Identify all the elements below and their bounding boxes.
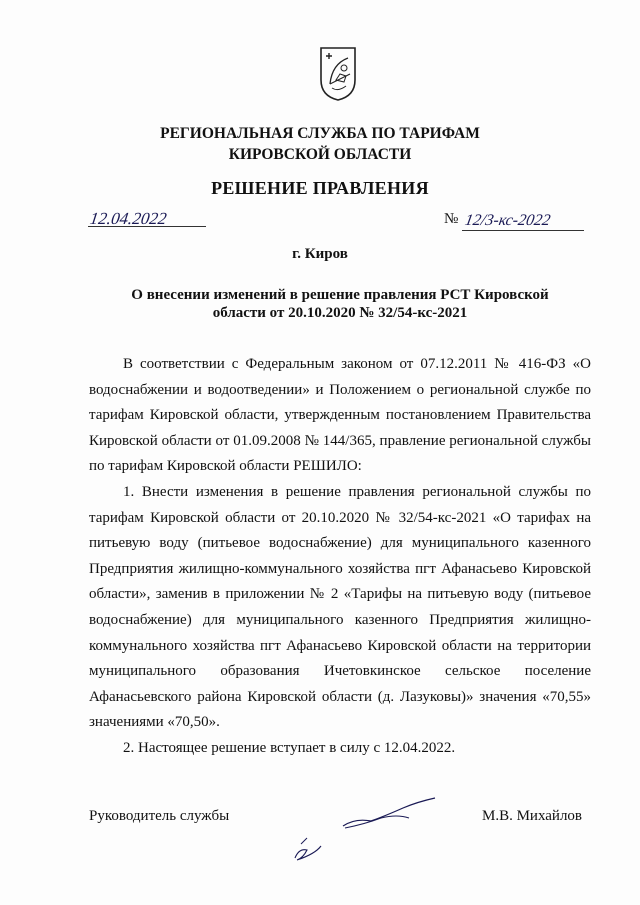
city-name: г. Киров — [292, 246, 348, 262]
item-1-paragraph: 1. Внести изменения в решение правления региональной службы по тарифам Кировской области от 20.10.2020 № 32/54-кс-2021 «О тарифах на питьевую воду (питьевое водоснабжение) для муниципального казенного Предприятия жилищно-коммунального хозяйства пгт Афанасьево Кировской области», заменив в приложении № 2 «Тарифы на питьевую воду (питьевое водоснабжение) для муниципального казенного Предприятия жилищно-коммунального хозяйства пгт Афанасьево Кировской области на территории муниципального образования Ичетовкинское сельское поселение Афанасьевского района Кировской области (д. Лазуковы)» значения «70,55» значениями «70,50». — [89, 483, 591, 731]
organization-name-line1: РЕГИОНАЛЬНАЯ СЛУЖБА ПО ТАРИФАМ — [160, 125, 480, 142]
document-title: РЕШЕНИЕ ПРАВЛЕНИЯ — [211, 178, 429, 198]
date-underline — [88, 226, 206, 227]
number-underline — [462, 230, 584, 231]
signer-name: М.В. Михайлов — [482, 808, 583, 824]
number-sign: № — [444, 211, 459, 227]
decision-number: 12/3-кс-2022 — [463, 212, 552, 229]
organization-name-line2: КИРОВСКОЙ ОБЛАСТИ — [228, 146, 412, 163]
signer-title: Руководитель службы — [89, 808, 230, 824]
signature-icon — [285, 788, 455, 868]
intro-paragraph: В соответствии с Федеральным законом от 07.12.2011 № 416-ФЗ «О водоснабжении и водоотведении» и Положением о региональной службе по тарифам Кировской области, утвержденным постановлением Правительства Кировской области от 01.09.2008 № 144/365, правление региональной службы по тарифам Кировской области РЕШИЛО: — [89, 356, 591, 475]
decision-body — [89, 352, 591, 762]
decision-subject: О внесении изменений в решение правления РСТ Кировской области от 20.10.2020 № 32/54-кс-2021 — [131, 287, 549, 321]
item-2-paragraph: 2. Настоящее решение вступает в силу с 12.04.2022. — [123, 739, 456, 756]
coat-of-arms-icon — [318, 44, 358, 102]
decision-date: 12.04.2022 — [88, 209, 168, 228]
